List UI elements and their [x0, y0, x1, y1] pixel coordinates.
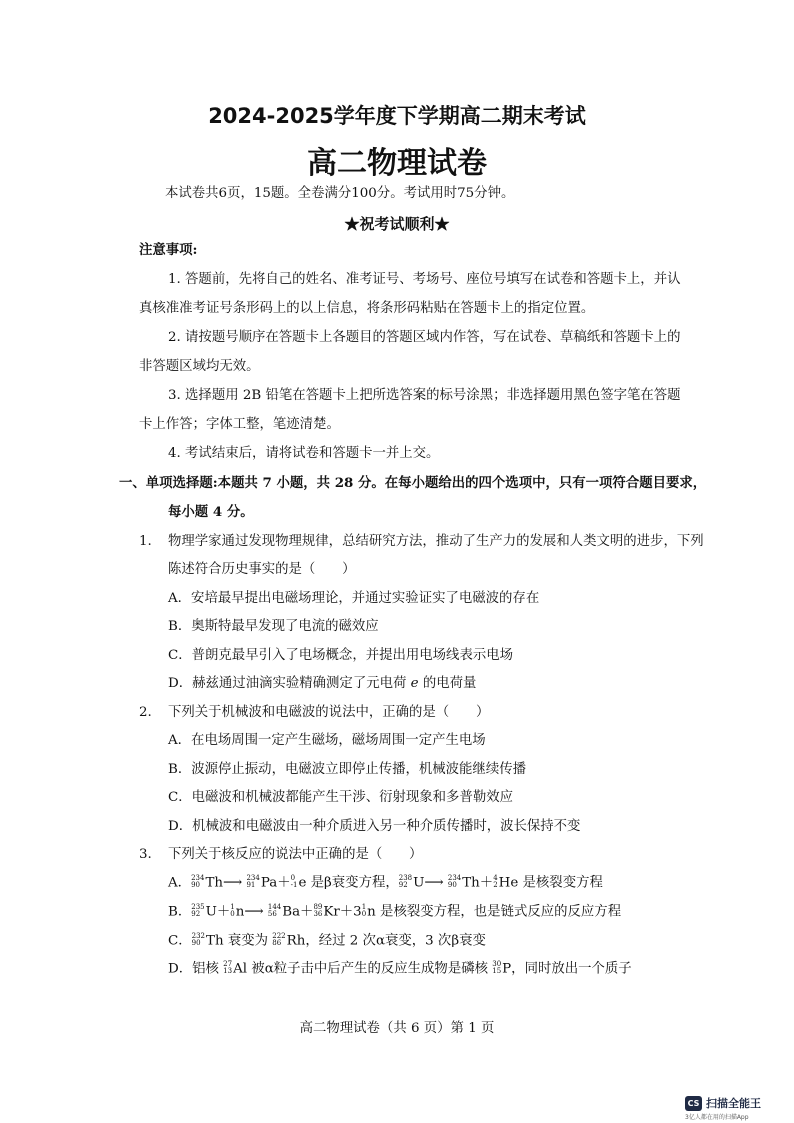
good-luck-banner: ★祝考试顺利★ — [344, 215, 450, 233]
question-2-option-a: A．在电场周围一定产生磁场，磁场周围一定产生电场 — [168, 733, 486, 748]
formula-part: U＋ — [205, 904, 231, 920]
question-1-option-d — [168, 677, 476, 690]
nuclide-neutron-b: 1 0 — [361, 903, 367, 918]
nuclide-u235: 235 92 — [191, 903, 205, 918]
formula-part: n 是核裂变方程，也是链式反应的反应方程 — [367, 904, 622, 920]
formula-part: Ba＋ — [282, 904, 314, 920]
nuclide-th234: 234 90 — [191, 874, 205, 889]
nuclide-ba144: 144 56 — [267, 903, 282, 918]
formula-part: Th＋ — [462, 875, 494, 891]
question-1-stem-line-2: 陈述符合历史事实的是（ ） — [168, 562, 356, 577]
option-label: C． — [168, 933, 192, 949]
nuclide-th234b: 234 90 — [447, 874, 462, 889]
paper-title: 高二物理试卷 — [307, 146, 487, 181]
nuclide-th232: 232 90 — [191, 932, 206, 947]
watermark-tagline: 3亿人都在用的扫描App — [685, 1114, 749, 1121]
page-footer: 高二物理试卷（共 6 页）第 1 页 — [299, 1021, 495, 1036]
note-1-line-1: 1. 答题前，先将自己的姓名、准考证号、考场号、座位号填写在试卷和答题卡上，并认 — [168, 272, 681, 287]
nuclide-electron: 0 -1 — [290, 874, 298, 889]
formula-part: n⟶ — [235, 904, 264, 920]
formula-part: Th⟶ — [205, 875, 243, 891]
question-2-number: 2. — [139, 705, 152, 720]
note-4: 4. 考试结束后，请将试卷和答题卡一并上交。 — [168, 446, 440, 461]
option-label: A． — [168, 875, 192, 891]
question-2-stem: 下列关于机械波和电磁波的说法中，正确的是（ ） — [168, 705, 490, 720]
formula-part: Rh，经过 2 次α衰变，3 次β衰变 — [286, 933, 486, 949]
watermark-brand: 扫描全能王 — [706, 1097, 761, 1110]
note-2-line-1: 2. 请按题号顺序在答题卡上各题目的答题区域内作答，写在试卷、草稿纸和答题卡上的 — [168, 330, 681, 345]
option-d-text-end: 的电荷量 — [418, 676, 477, 691]
formula-part: e 是β衰变方程， — [298, 875, 399, 891]
formula-part: D．铝核 — [168, 961, 224, 977]
nuclide-he4: 4 2 — [493, 874, 498, 889]
nuclide-kr89: 89 36 — [313, 903, 323, 918]
question-2-option-d: D．机械波和电磁波由一种介质进入另一种介质传播时，波长保持不变 — [168, 819, 581, 834]
note-3-line-1: 3. 选择题用 2B 铅笔在答题卡上把所选答案的标号涂黑；非选择题用黑色签字笔在答题 — [168, 388, 681, 403]
question-3-number: 3. — [139, 847, 152, 862]
note-1-line-2: 真核准准考证号条形码上的以上信息，将条形码粘贴在答题卡上的指定位置。 — [139, 301, 595, 316]
nuclide-p30: 30 15 — [492, 960, 502, 975]
option-label: B． — [168, 904, 192, 920]
nuclide-neutron: 1 0 — [230, 903, 235, 918]
question-1-option-b: B．奥斯特最早发现了电流的磁效应 — [168, 619, 379, 634]
formula-part: U⟶ — [413, 875, 444, 891]
formula-part: P，同时放出一个质子 — [502, 961, 632, 977]
question-2-option-c: C．电磁波和机械波都能产生干涉、衍射现象和多普勒效应 — [168, 790, 514, 805]
section-1-subheading: 每小题 4 分。 — [168, 504, 254, 520]
question-2-option-b: B．波源停止振动，电磁波立即停止传播，机械波能继续传播 — [168, 762, 526, 777]
notes-heading: 注意事项: — [139, 242, 198, 258]
exam-title: 2024-2025学年度下学期高二期末考试 — [208, 104, 586, 128]
nuclide-rh222: 222 86 — [272, 932, 286, 947]
exam-info: 本试卷共6页，15题。全卷满分100分。考试用时75分钟。 — [165, 186, 515, 201]
question-3-stem: 下列关于核反应的说法中正确的是（ ） — [168, 847, 423, 862]
question-1-stem-line-1: 物理学家通过发现物理规律，总结研究方法，推动了生产力的发展和人类文明的进步，下列 — [168, 534, 704, 549]
formula-part: Th 衰变为 — [206, 933, 273, 949]
camscanner-logo-icon: CS — [685, 1096, 702, 1111]
note-2-line-2: 非答题区域均无效。 — [139, 359, 260, 374]
elementary-charge-symbol: e — [410, 676, 419, 691]
question-3-option-b — [168, 905, 621, 919]
nuclide-al27: 27 13 — [223, 960, 233, 975]
nuclide-pa234: 234 91 — [246, 874, 260, 889]
scanner-watermark — [685, 1095, 761, 1111]
option-d-text: D．赫兹通过油滴实验精确测定了元电荷 — [168, 676, 411, 691]
question-3-option-d — [168, 962, 632, 976]
formula-part: Al 被α粒子击中后产生的反应生成物是磷核 — [233, 961, 493, 977]
formula-part: Kr＋3 — [323, 904, 362, 920]
nuclide-u238: 238 92 — [398, 874, 413, 889]
question-1-number: 1. — [139, 534, 152, 549]
section-1-heading: 一、单项选择题:本题共 7 小题，共 28 分。在每小题给出的四个选项中，只有一项符合题目要求， — [119, 475, 707, 491]
formula-part: He 是核裂变方程 — [498, 875, 603, 891]
question-1-option-c: C．普朗克最早引入了电场概念，并提出用电场线表示电场 — [168, 648, 514, 663]
note-3-line-2: 卡上作答；字体工整，笔迹清楚。 — [139, 417, 340, 432]
question-1-option-a: A．安培最早提出电磁场理论，并通过实验证实了电磁波的存在 — [168, 591, 540, 606]
question-3-option-c — [168, 934, 486, 948]
question-3-option-a — [168, 876, 603, 890]
formula-part: Pa＋ — [260, 875, 291, 891]
